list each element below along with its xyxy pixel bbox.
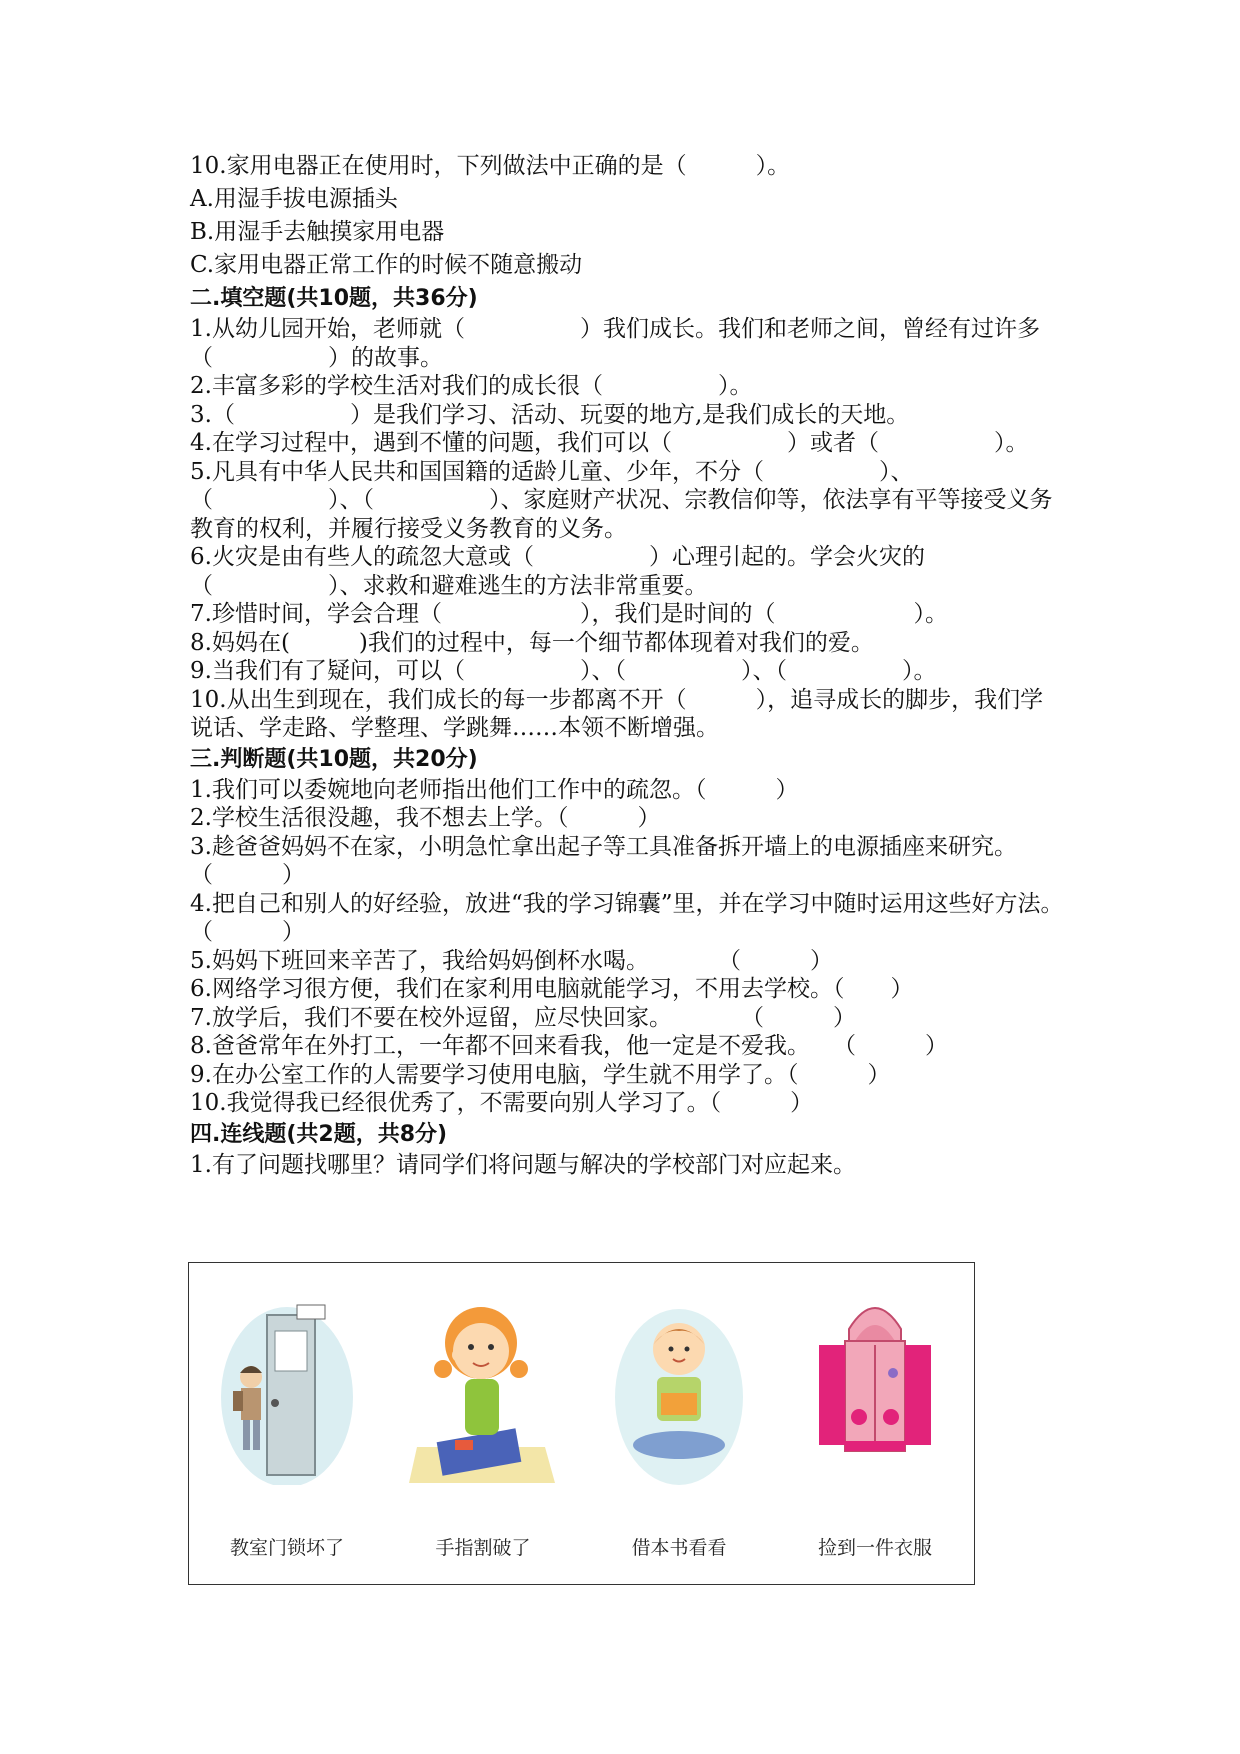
fill-item: 7.珍惜时间，学会合理（ ），我们是时间的（ ）。 [190,601,948,627]
worksheet-content [190,150,1121,1179]
caption-finger: 手指割破了 [435,1537,531,1559]
question-10-stem: 10.家用电器正在使用时，下列做法中正确的是（ ）。 [190,153,791,179]
caption-book: 借本书看看 [631,1537,727,1559]
door-lock-illustration [209,1285,365,1485]
tf-item: 3.趁爸爸妈妈不在家，小明急忙拿出起子等工具准备拆开墙上的电源插座来研究。 （ ） [190,833,1075,888]
cut-finger-illustration [405,1285,561,1485]
tf-item: 7.放学后，我们不要在校外逗留，应尽快回家。 （ ） [190,1004,856,1031]
figure-cell-door [189,1263,385,1583]
fill-item: 5.凡具有中华人民共和国国籍的适龄儿童、少年，不分（ ）、（ ）、（ ）、家庭财产状况、宗教信仰等，依法享有平等接受义务教育的权利，并履行接受义务教育的义务。 [190,458,1053,542]
fill-item: 9.当我们有了疑问，可以（ ）、（ ）、（ ）。 [190,658,937,684]
caption-jacket: 捡到一件衣服 [817,1537,932,1559]
matching-figure [188,1262,975,1585]
tf-item: 4.把自己和别人的好经验，放进“我的学习锦囊”里，并在学习中随时运用这些好方法。 （ ） [190,890,1121,945]
option-a: A.用湿手拔电源插头 [190,186,398,212]
fill-item: 2.丰富多彩的学校生活对我们的成长很（ ）。 [190,373,753,399]
matching-heading: 四.连线题(共2题，共8分) [190,1121,448,1147]
tf-item: 2.学校生活很没趣，我不想去上学。（ ） [190,805,661,831]
fill-item: 4.在学习过程中，遇到不懂的问题，我们可以（ ）或者（ ）。 [190,430,1029,456]
caption-door: 教室门锁坏了 [229,1537,344,1559]
true-false-heading: 三.判断题(共10题，共20分) [190,746,478,772]
fill-item: 6.火灾是由有些人的疏忽大意或（ ）心理引起的。学会火灾的（ ）、求救和避难逃生的方法非常重要。 [190,544,925,599]
matching-q1: 1.有了问题找哪里？请同学们将问题与解决的学校部门对应起来。 [190,1151,856,1178]
option-c: C.家用电器正常工作的时候不随意搬动 [190,252,583,278]
jacket-illustration [797,1285,953,1485]
tf-item: 8.爸爸常年在外打工，一年都不回来看我，他一定是不爱我。 （ ） [190,1033,948,1059]
tf-item: 1.我们可以委婉地向老师指出他们工作中的疏忽。（ ） [190,776,799,803]
tf-item: 6.网络学习很方便，我们在家利用电脑就能学习，不用去学校。（ ） [190,976,914,1002]
tf-item: 10.我觉得我已经很优秀了，不需要向别人学习了。（ ） [190,1090,814,1116]
fill-item: 10.从出生到现在，我们成长的每一步都离不开（ ），追寻成长的脚步，我们学说话、学走路、学整理、学跳舞……本领不断增强。 [190,686,1044,741]
figure-cell-jacket [777,1263,973,1583]
tf-item: 5.妈妈下班回来辛苦了，我给妈妈倒杯水喝。 （ ） [190,947,833,974]
fill-item: 8.妈妈在( )我们的过程中，每一个细节都体现着对我们的爱。 [190,629,874,656]
tf-item: 9.在办公室工作的人需要学习使用电脑，学生就不用学了。（ ） [190,1061,891,1088]
fill-item: 3.（ ）是我们学习、活动、玩耍的地方,是我们成长的天地。 [190,401,910,428]
option-b: B.用湿手去触摸家用电器 [190,219,445,245]
figure-cell-book [581,1263,777,1583]
figure-cell-finger [385,1263,581,1583]
fill-blank-heading: 二.填空题(共10题，共36分) [190,286,478,311]
reading-boy-illustration [601,1285,757,1485]
fill-item: 1.从幼儿园开始，老师就（ ）我们成长。我们和老师之间，曾经有过许多（ ）的故事。 [190,316,1040,371]
